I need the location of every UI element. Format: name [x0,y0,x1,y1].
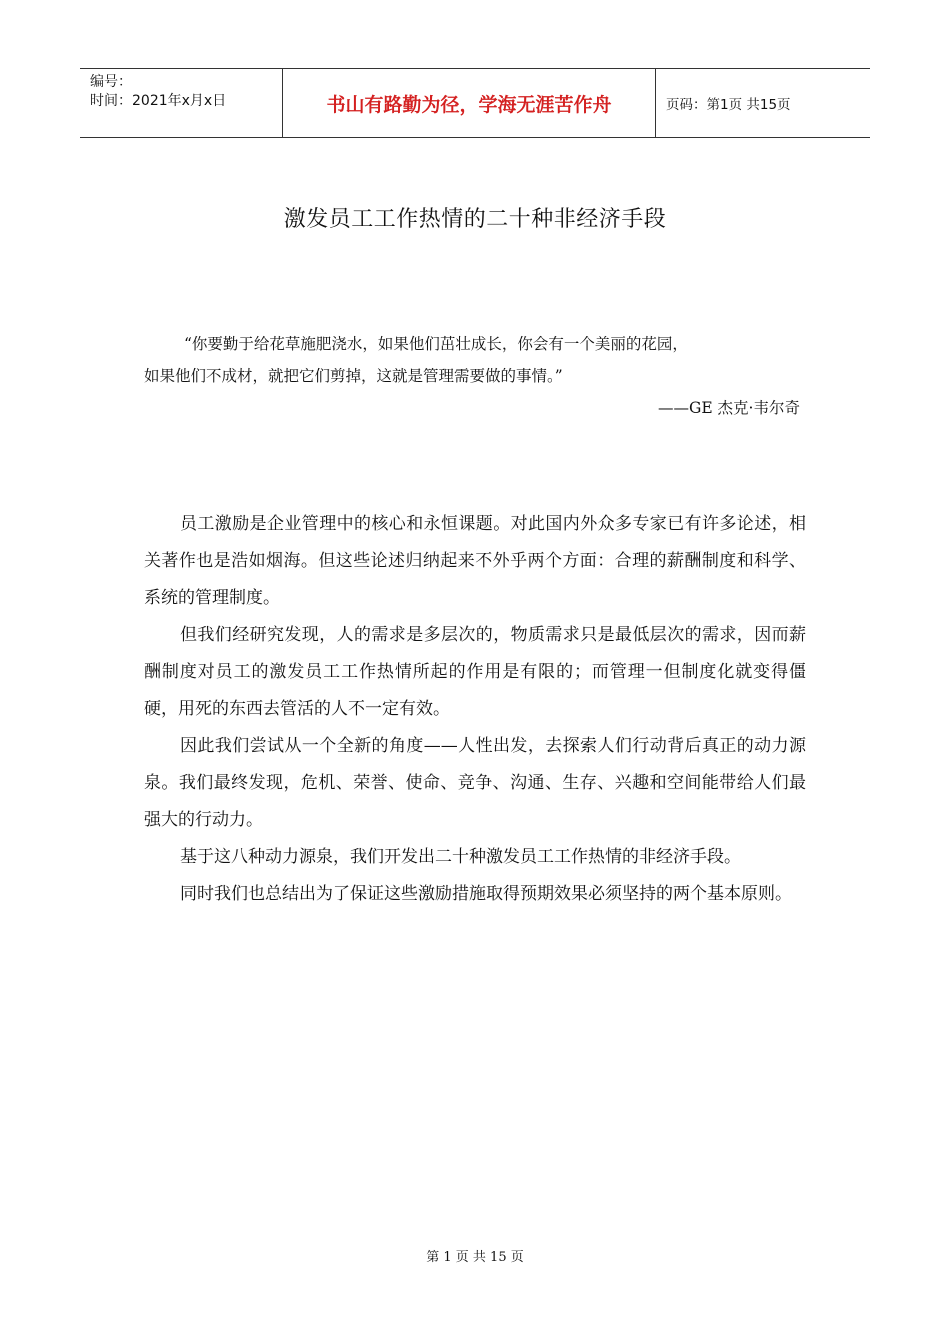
quote-line-2: 如果他们不成材，就把它们剪掉，这就是管理需要做的事情。” [144,367,563,385]
document-time-label: 时间：2021年x月x日 [90,93,227,109]
paragraph-3 [144,728,806,839]
quote-attribution: ——GE 杰克·韦尔奇 [657,399,800,417]
paragraph-3-keywords: 危机、荣誉、使命、竞争、沟通、生存、兴趣 [300,773,650,793]
page-header [80,68,870,138]
paragraph-3-text-b: 能带给人们最强大的行动力。 [144,773,807,830]
paragraph-3-and: 和 [649,773,667,793]
page-footer: 第 1 页 共 15 页 [426,1250,524,1265]
header-page-info: 页码：第1页 共15页 [666,97,791,113]
paragraph-2: 但我们经研究发现，人的需求是多层次的，物质需求只是最低层次的需求，因而薪酬制度对员工的激发员工工作热情所起的作用是有限的；而管理一但制度化就变得僵硬，用死的东西去管活的人不一定有效。 [144,625,806,719]
opening-quote [144,328,812,424]
paragraph-3-keyword-last: 空间 [667,773,702,793]
header-motto: 书山有路勤为径，学海无涯苦作舟 [282,69,656,137]
document-number-label: 编号： [90,74,132,90]
paragraph-1: 员工激励是企业管理中的核心和永恒课题。对此国内外众多专家已有许多论述，相关著作也是浩如烟海。但这些论述归纳起来不外乎两个方面：合理的薪酬制度和科学、系统的管理制度。 [144,514,806,608]
header-meta [80,69,282,137]
paragraph-3-text-a: 因此我们尝试从一个全新的角度——人性出发，去探索人们行动背后真正的动力源泉。我们最终发现， [144,736,806,793]
paragraph-5: 同时我们也总结出为了保证这些激励措施取得预期效果必须坚持的两个基本原则。 [180,884,792,904]
document-title: 激发员工工作热情的二十种非经济手段 [283,207,667,232]
quote-line-1: “你要勤于给花草施肥浇水，如果他们茁壮成长，你会有一个美丽的花园， [184,335,688,353]
document-body [144,506,806,913]
paragraph-4: 基于这八种动力源泉，我们开发出二十种激发员工工作热情的非经济手段。 [180,847,741,867]
